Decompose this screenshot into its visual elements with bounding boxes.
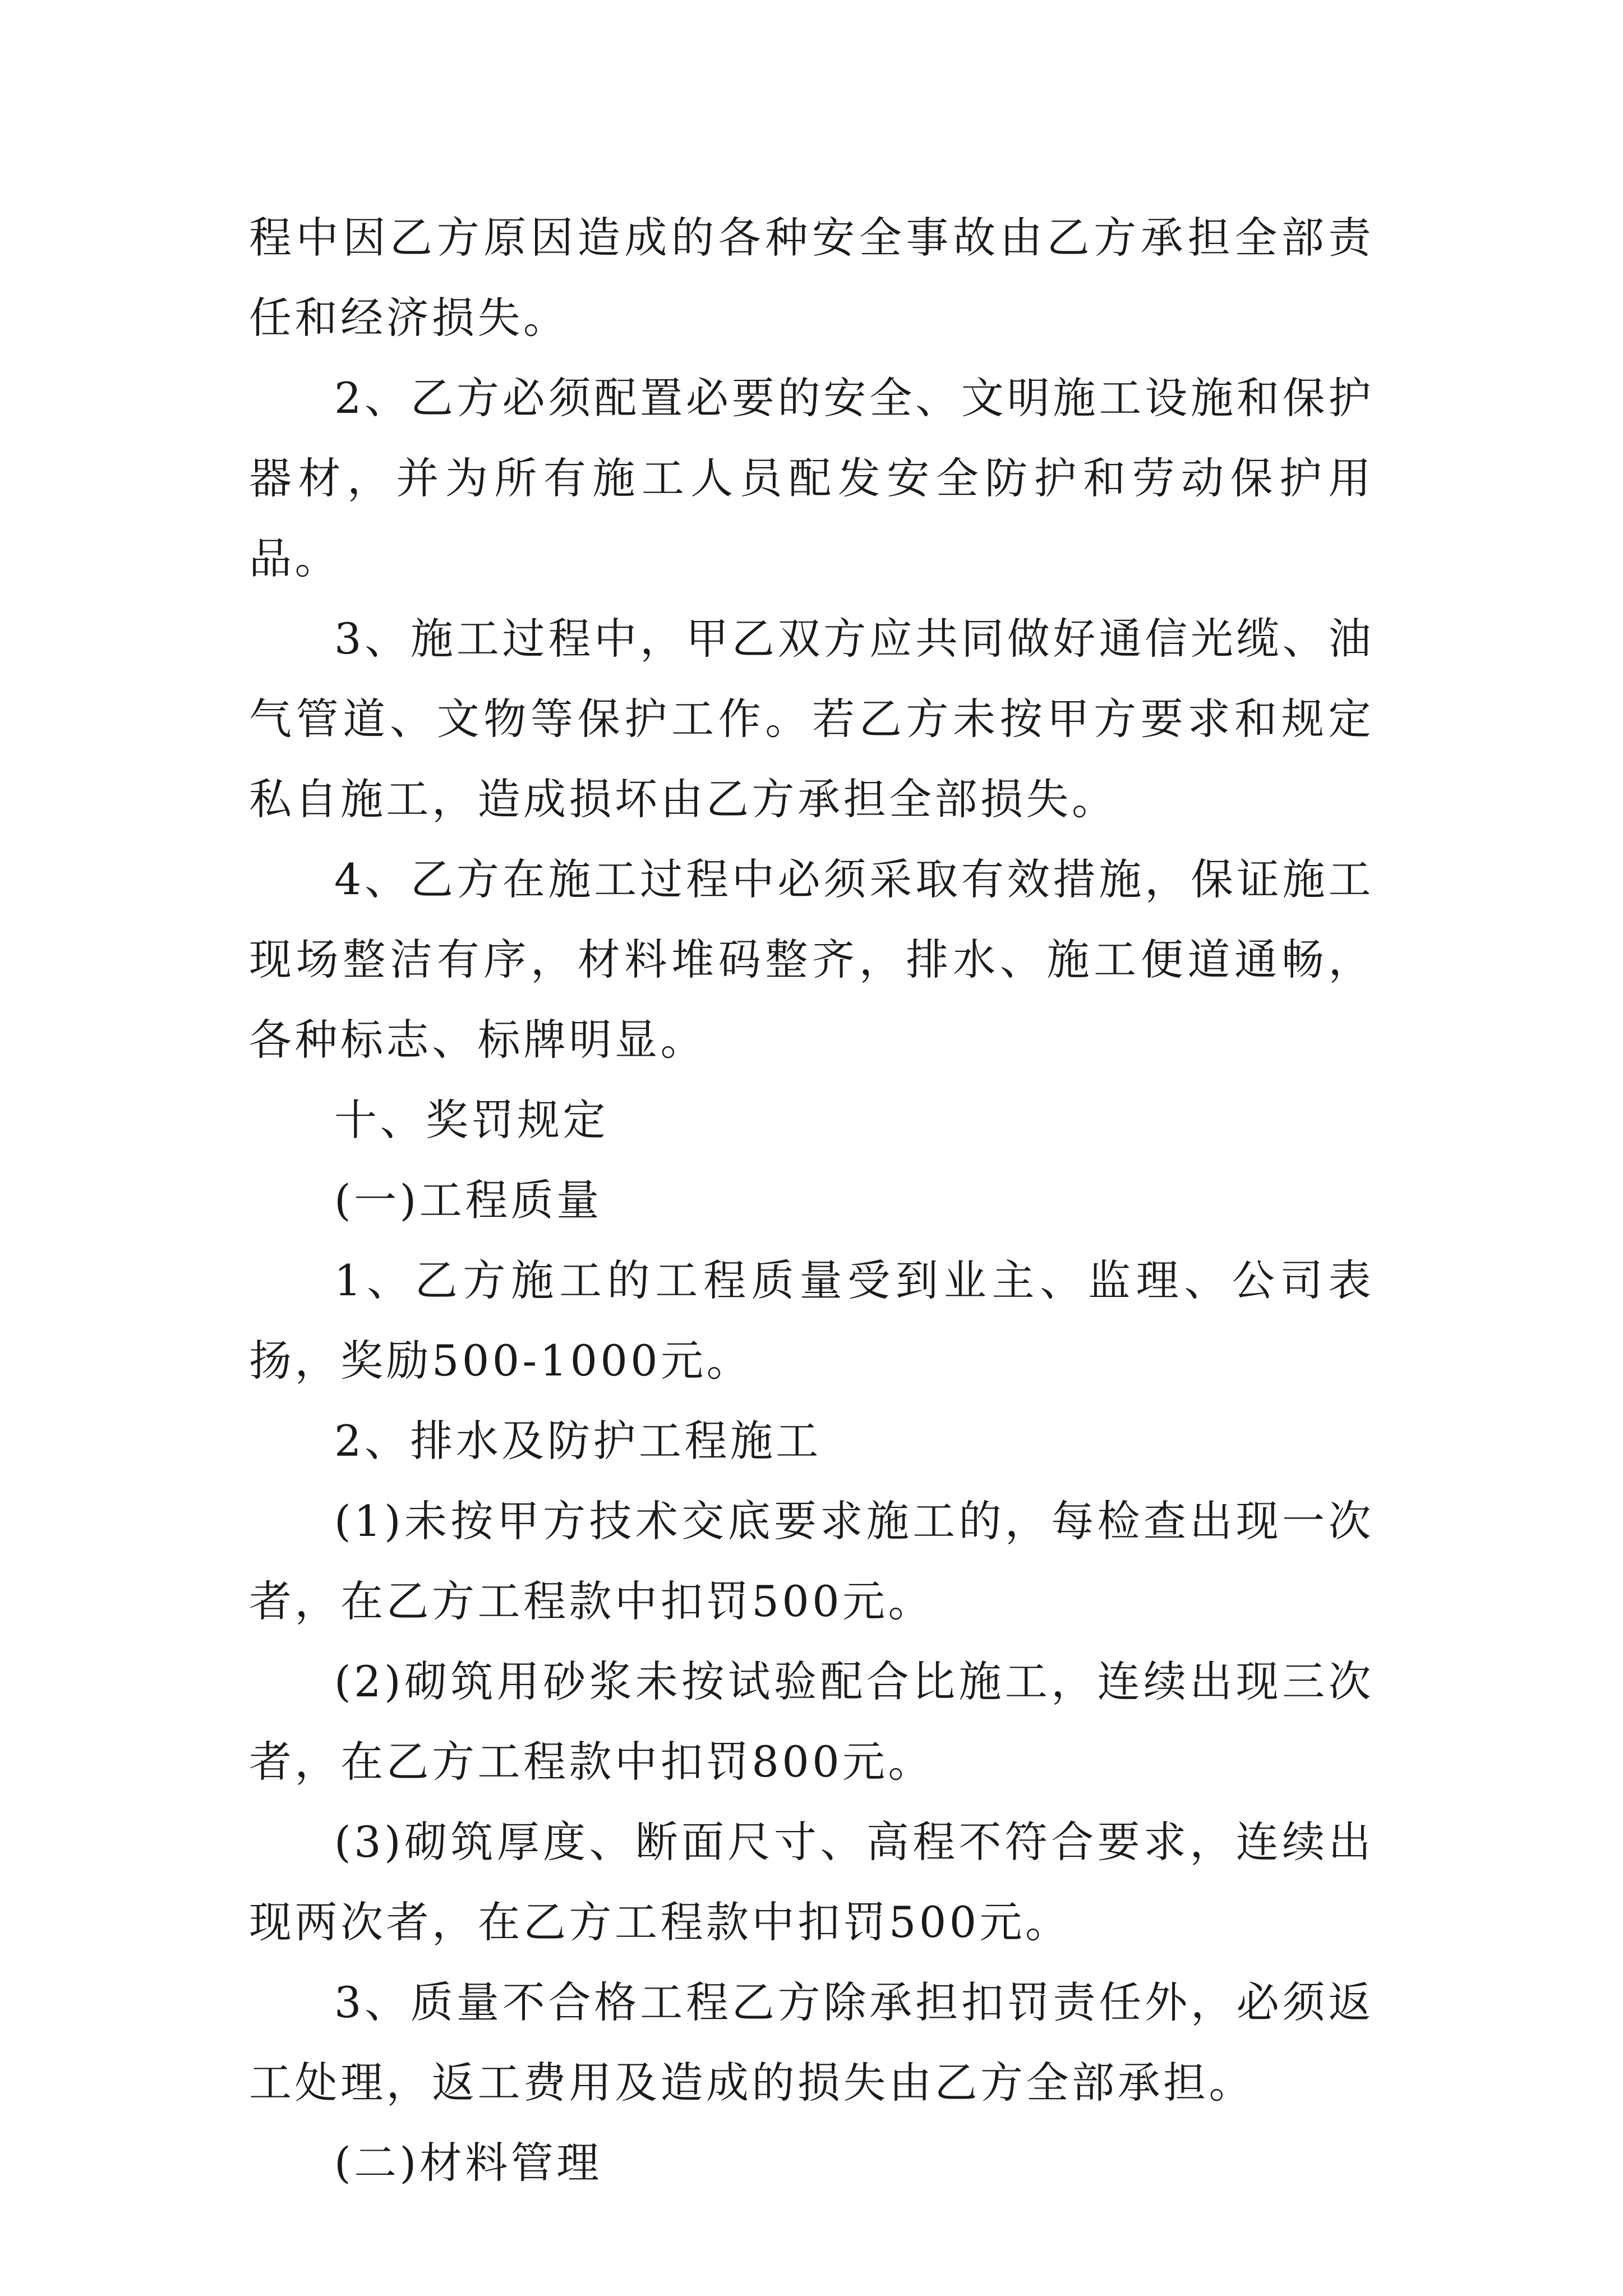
paragraph-clause-4-site-order: 4、乙方在施工过程中必须采取有效措施，保证施工现场整洁有序，材料堆码整齐，排水、施工便道通畅，各种标志、标牌明显。 (249, 854, 1374, 1065)
subsection-heading-quality: (一)工程质量 (334, 1175, 602, 1225)
paragraph-drainage-heading: 2、排水及防护工程施工 (334, 1416, 822, 1466)
document-body (249, 197, 1374, 2203)
paragraph-quality-reward: 1、乙方施工的工程质量受到业主、监理、公司表扬，奖励500-1000元。 (249, 1255, 1374, 1386)
paragraph-safety-liability: 程中因乙方原因造成的各种安全事故由乙方承担全部责任和经济损失。 (249, 213, 1374, 343)
paragraph-clause-2-safety-equipment: 2、乙方必须配置必要的安全、文明施工设施和保护器材，并为所有施工人员配发安全防护和劳动保护用品。 (249, 373, 1374, 583)
paragraph-rework-clause: 3、质量不合格工程乙方除承担扣罚责任外，必须返工处理，返工费用及造成的损失由乙方全部承担。 (249, 1977, 1374, 2108)
subsection-heading-materials: (二)材料管理 (334, 2138, 602, 2188)
paragraph-penalty-1: (1)未按甲方技术交底要求施工的，每检查出现一次者，在乙方工程款中扣罚500元。 (249, 1496, 1374, 1626)
section-heading-rewards-penalties: 十、奖罚规定 (334, 1095, 608, 1145)
paragraph-penalty-2: (2)砌筑用砂浆未按试验配合比施工，连续出现三次者，在乙方工程款中扣罚800元。 (249, 1657, 1374, 1787)
paragraph-penalty-3: (3)砌筑厚度、断面尺寸、高程不符合要求，连续出现两次者，在乙方工程款中扣罚500元。 (249, 1817, 1374, 1947)
paragraph-clause-3-protection-work: 3、施工过程中，甲乙双方应共同做好通信光缆、油气管道、文物等保护工作。若乙方未按甲方要求和规定私自施工，造成损坏由乙方承担全部损失。 (249, 614, 1374, 824)
